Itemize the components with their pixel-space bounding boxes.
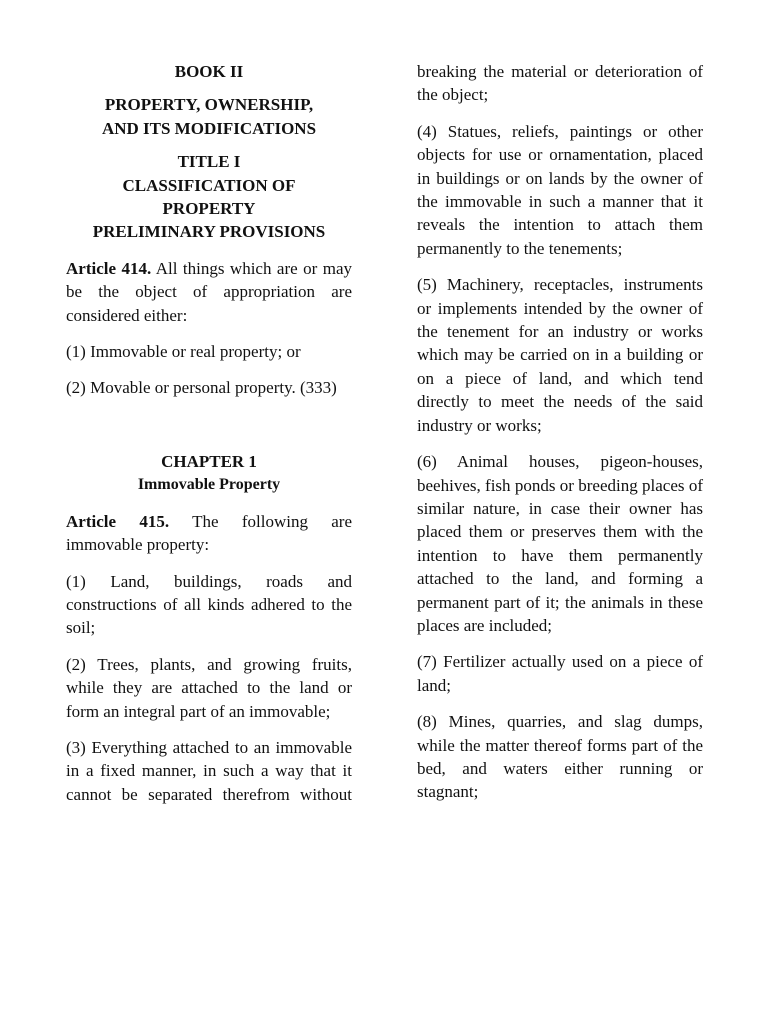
left-column bbox=[66, 60, 352, 819]
article-414-paragraph bbox=[66, 257, 352, 327]
title-heading bbox=[66, 150, 352, 244]
article-415-text: The following are immovable property: bbox=[66, 511, 353, 555]
article-414-item-1: (1) Immovable or real property; or bbox=[66, 342, 301, 362]
title-heading-line-2: CLASSIFICATION OF bbox=[122, 175, 296, 195]
right-column bbox=[417, 60, 703, 817]
article-415-label: Article 415. bbox=[66, 511, 170, 531]
book-heading: BOOK II bbox=[174, 62, 244, 81]
title-heading-line-4: PRELIMINARY PROVISIONS bbox=[92, 222, 326, 242]
property-heading-line-2: AND ITS MODIFICATIONS bbox=[101, 118, 317, 138]
chapter-subtitle: Immovable Property bbox=[137, 476, 281, 494]
article-415-item-1: (1) Land, buildings, roads and constructions of all kinds adhered to the soil; bbox=[66, 571, 352, 638]
article-415-item-3: (3) Everything attached to an immovable in a fixed manner, in such a way that it cannot be separated therefrom without bbox=[66, 737, 352, 804]
article-415-item-6: (6) Animal houses, pigeon-houses, beehives, fish ponds or breeding places of similar nature, in case their owner has placed them or preserves them with the intention to have them permanently attached to the land, and forming a permanent part of it; the animals in these places are included; bbox=[417, 452, 703, 635]
property-heading bbox=[66, 93, 352, 140]
chapter-heading bbox=[66, 450, 352, 497]
article-415-item-5: (5) Machinery, receptacles, instruments or implements intended by the owner of the tenement for an industry or works which may be carried on in a building or on a piece of land, and which tend directly to meet the needs of the said industry or works; bbox=[417, 275, 703, 435]
article-415-item-2: (2) Trees, plants, and growing fruits, while they are attached to the land or form an integral part of an immovable; bbox=[66, 654, 352, 721]
article-415-item-7: (7) Fertilizer actually used on a piece of land; bbox=[417, 652, 703, 695]
article-415-item-4: (4) Statues, reliefs, paintings or other objects for use or ornamentation, placed in buildings or on lands by the owner of the immovable in such a manner that it reveals the intention to attach them permanently to the tenements; bbox=[417, 121, 703, 258]
property-heading-line-1: PROPERTY, OWNERSHIP, bbox=[104, 95, 314, 115]
article-414-label: Article 414. bbox=[66, 258, 152, 278]
chapter-title: CHAPTER 1 bbox=[161, 451, 257, 471]
article-415-paragraph bbox=[66, 510, 352, 557]
article-415-item-8: (8) Mines, quarries, and slag dumps, while the matter thereof forms part of the bed, and waters either running or stagnant; bbox=[417, 712, 703, 802]
article-414-text: All things which are or may be the object of appropriation are considered either: bbox=[66, 258, 353, 325]
title-heading-line-3: PROPERTY bbox=[162, 199, 256, 219]
article-414-item-2: (2) Movable or personal property. (333) bbox=[66, 378, 337, 398]
title-heading-line-1: TITLE I bbox=[177, 152, 241, 172]
item-3-continuation: breaking the material or deterioration of the object; bbox=[417, 62, 703, 105]
